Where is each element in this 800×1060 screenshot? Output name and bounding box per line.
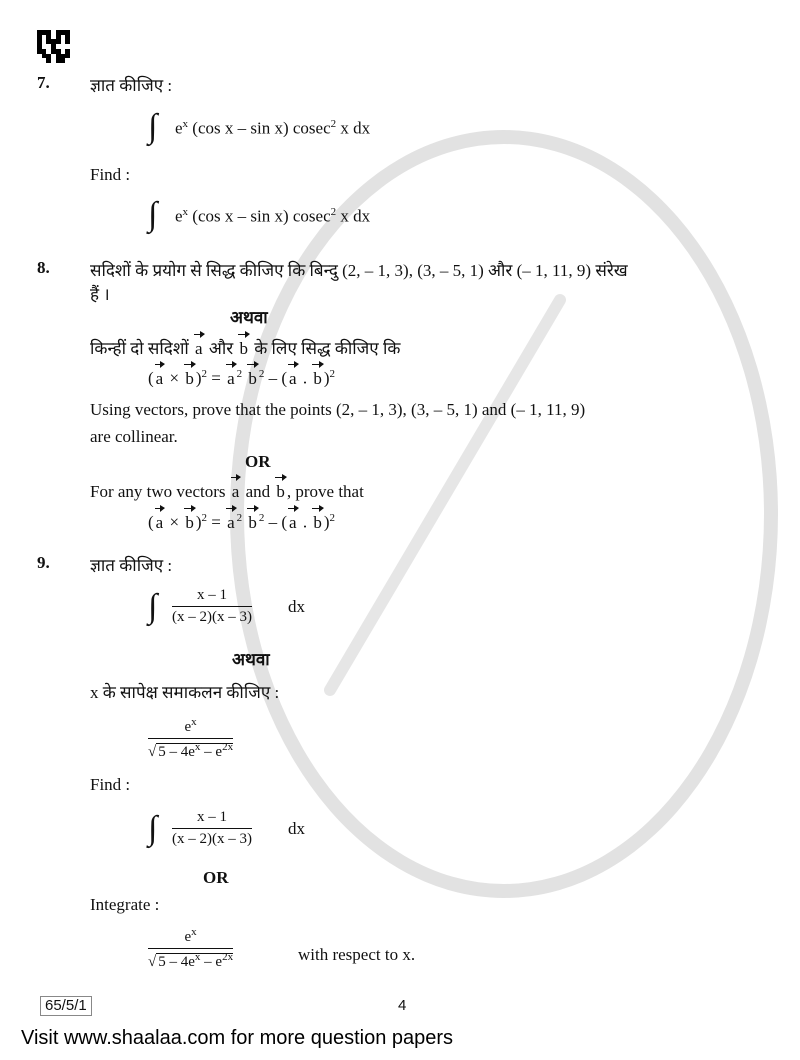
q9-alt-fraction-hi: $\frac{e^x}{√ 5 - 4e^x - e^{2x}}$ bbox=[148, 716, 234, 760]
q8-hindi-alt: किन्हीं दो सदिशों a और b के लिए सिद्ध कीजिए कि bbox=[90, 339, 401, 358]
q9-dx-en: dx bbox=[288, 819, 305, 838]
q9-integral-en: ∫ bbox=[148, 810, 158, 847]
q9-english-prompt: Find : bbox=[90, 775, 131, 794]
q8-identity-en: ( a × b )$^2$ = a $^2$ b $^2$ – ( a . b )$^2$ bbox=[148, 512, 336, 532]
page-number: 4 bbox=[398, 997, 407, 1014]
paper-code: 65/5/1 bbox=[40, 996, 92, 1016]
q8-english-line2: are collinear. bbox=[90, 427, 178, 446]
q9-hindi-prompt: ज्ञात कीजिए : bbox=[90, 556, 173, 575]
q8-hindi-line1: सदिशों के प्रयोग से सिद्ध कीजिए कि बिन्दु (2, – 1, 3), (3, – 5, 1) और (– 1, 11, 9) संरेख bbox=[90, 261, 628, 280]
q9-hindi-alt: x के सापेक्ष समाकलन कीजिए : bbox=[90, 683, 280, 702]
q9-hindi-or: अथवा bbox=[232, 650, 270, 669]
q8-number: 8. bbox=[37, 258, 50, 277]
q8-hindi-or: अथवा bbox=[230, 308, 268, 327]
q9-integral-hi: ∫ bbox=[148, 588, 158, 625]
q9-english-alt: Integrate : bbox=[90, 895, 160, 914]
q7-hindi-prompt: ज्ञात कीजिए : bbox=[90, 76, 173, 95]
q8-english-alt: For any two vectors a and b , prove that bbox=[90, 482, 364, 501]
q9-fraction-hi: $\frac{x - 1}{(x - 2)(x - 3)}$ bbox=[172, 587, 252, 625]
q8-english-or: OR bbox=[245, 452, 271, 471]
q9-alt-fraction-en: $\frac{e^x}{√ 5 - 4e^x - e^{2x}}$ bbox=[148, 926, 234, 970]
q7-number: 7. bbox=[37, 73, 50, 92]
q8-identity-hi: ( a × b )$^2$ = a $^2$ b $^2$ – ( a . b )$^2$ bbox=[148, 368, 336, 388]
q7-expression-hi: $e^x$ (cos x – sin x) cosec$^2$ x dx bbox=[175, 118, 371, 138]
q9-dx-hi: dx bbox=[288, 597, 305, 616]
q9-fraction-en: $\frac{x - 1}{(x - 2)(x - 3)}$ bbox=[172, 809, 252, 847]
q7-integral-en: ∫ bbox=[148, 196, 158, 233]
q7-integral-hi: ∫ bbox=[148, 108, 158, 145]
q9-wrt: with respect to x. bbox=[298, 945, 416, 964]
q9-number: 9. bbox=[37, 553, 50, 572]
q7-english-prompt: Find : bbox=[90, 165, 131, 184]
qr-code-icon bbox=[37, 30, 70, 63]
q8-english-line1: Using vectors, prove that the points (2, – 1, 3), (3, – 5, 1) and (– 1, 11, 9) bbox=[90, 400, 586, 419]
visit-banner[interactable]: Visit www.shaalaa.com for more question papers bbox=[21, 1027, 454, 1049]
q7-expression-en: $e^x$ (cos x – sin x) cosec$^2$ x dx bbox=[175, 206, 371, 226]
q8-hindi-line2: हैं । bbox=[90, 285, 110, 304]
q9-english-or: OR bbox=[203, 868, 229, 887]
